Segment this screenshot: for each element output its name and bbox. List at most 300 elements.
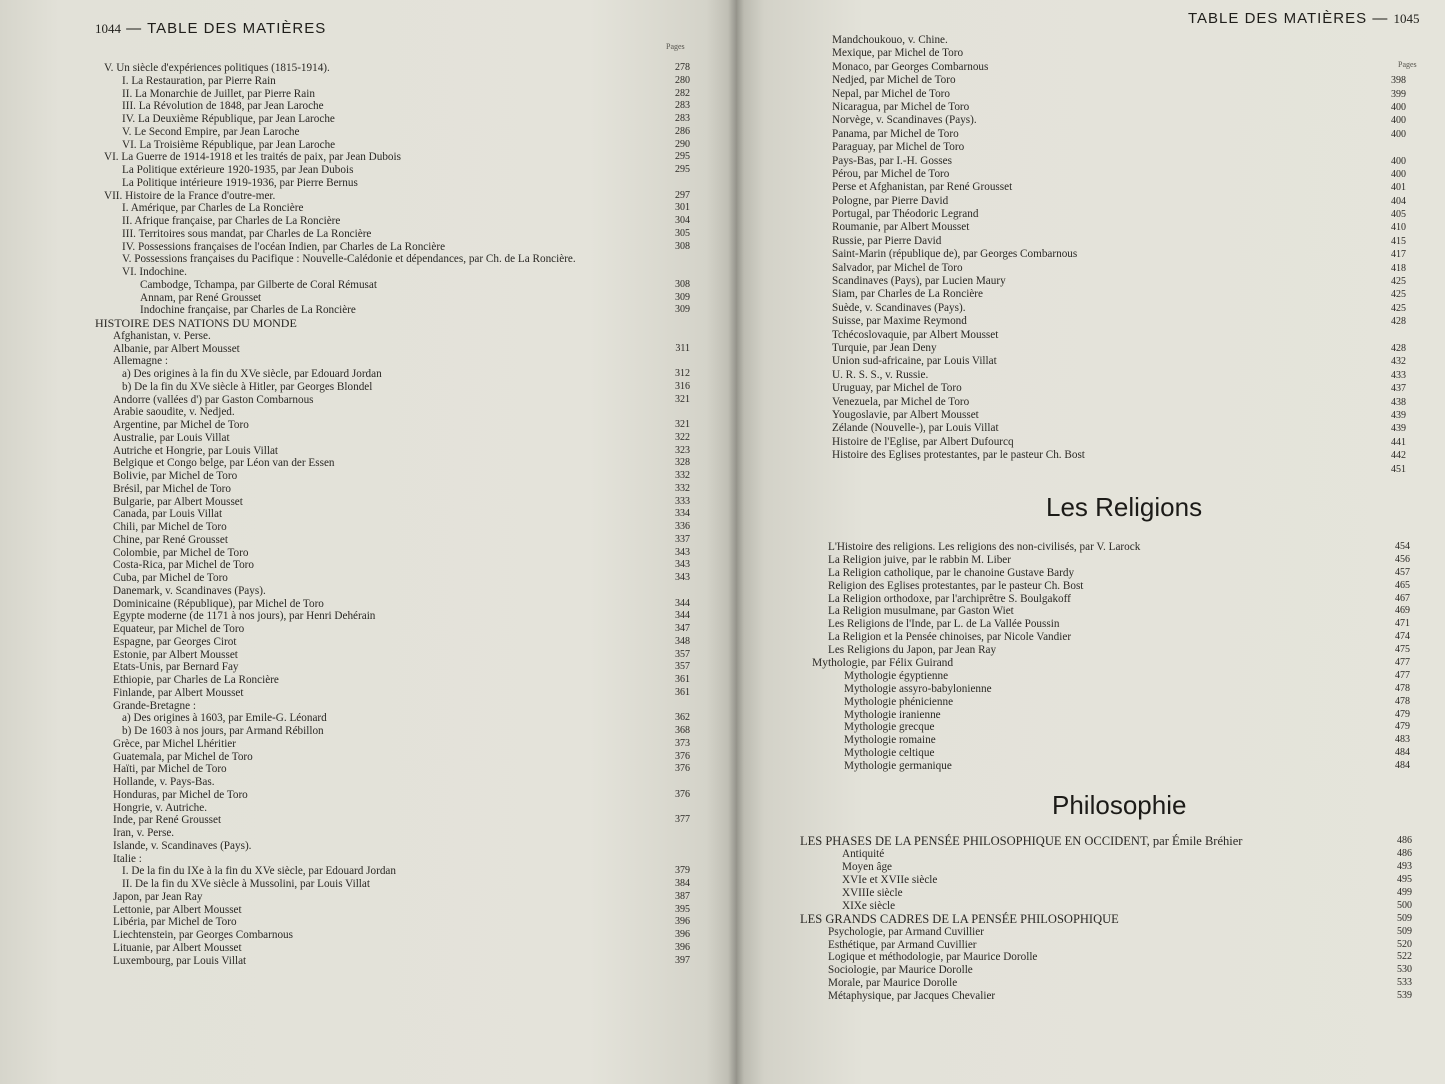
toc-entry (736, 913, 1445, 926)
toc-entry-title: XVIIIe siècle (842, 886, 903, 899)
toc-entry-page: 522 (1397, 951, 1412, 963)
toc-entry-title: Zélande (Nouvelle-), par Louis Villat (832, 422, 999, 435)
toc-entry-page: 357 (675, 648, 690, 660)
toc-entry-page: 417 (1391, 249, 1406, 261)
toc-entry-title: Australie, par Louis Villat (113, 431, 230, 444)
toc-entry-title: LES PHASES DE LA PENSÉE PHILOSOPHIQUE EN OCCIDENT, par Émile Bréhier (800, 834, 1243, 848)
toc-entry (0, 827, 736, 840)
toc-entry-page: 397 (675, 954, 690, 966)
right-pages-label: Pages (1398, 60, 1417, 69)
toc-entry-title: Costa-Rica, par Michel de Toro (113, 559, 254, 572)
toc-entry-page: 295 (675, 151, 690, 163)
toc-entry (736, 554, 1445, 567)
toc-entry-title: Métaphysique, par Jacques Chevalier (828, 990, 996, 1003)
toc-entry-title: Hongrie, v. Autriche. (113, 801, 208, 814)
toc-entry-title: Nicaragua, par Michel de Toro (832, 100, 970, 113)
toc-entry (0, 317, 736, 330)
toc-entry-page: 290 (675, 138, 690, 150)
toc-entry (0, 547, 736, 560)
toc-entry-title: Norvège, v. Scandinaves (Pays). (832, 114, 977, 127)
toc-entry-title: Suède, v. Scandinaves (Pays). (832, 301, 966, 314)
toc-entry-page: 428 (1391, 342, 1406, 354)
toc-entry-title: Arabie saoudite, v. Nedjed. (113, 406, 235, 419)
toc-entry-title: Histoire des Eglises protestantes, par le pasteur Ch. Bost (832, 449, 1085, 462)
toc-entry-page: 479 (1395, 721, 1410, 733)
right-page-number: 1045 (1393, 11, 1420, 26)
toc-entry-title: La Religion et la Pensée chinoises, par Nicole Vandier (828, 631, 1072, 644)
toc-entry (736, 463, 1445, 476)
toc-entry (736, 939, 1445, 952)
toc-entry (736, 315, 1445, 328)
toc-entry-page: 282 (675, 87, 690, 99)
toc-entry-title: Allemagne : (113, 355, 168, 368)
toc-entry-page: 311 (675, 342, 690, 354)
toc-entry-title: Iran, v. Perse. (113, 827, 175, 839)
toc-entry-page: 441 (1391, 436, 1406, 448)
toc-entry (0, 279, 736, 292)
toc-entry (0, 840, 736, 853)
toc-entry-title: Annam, par René Grousset (140, 291, 262, 304)
toc-entry (736, 926, 1445, 939)
toc-entry-title: La Religion musulmane, par Gaston Wiet (828, 605, 1014, 618)
toc-entry (736, 580, 1445, 593)
toc-entry-title: Mythologie grecque (844, 721, 935, 734)
toc-entry (736, 721, 1445, 734)
toc-entry-title: XVIe et XVIIe siècle (842, 873, 938, 886)
toc-entry (736, 593, 1445, 606)
toc-entry (736, 734, 1445, 747)
toc-entry-title: Lettonie, par Albert Mousset (113, 903, 242, 916)
toc-entry (736, 977, 1445, 990)
toc-entry-title: Panama, par Michel de Toro (832, 127, 959, 140)
toc-entry (0, 100, 736, 113)
right-header-title: TABLE DES MATIÈRES (1188, 10, 1368, 27)
right-page (736, 0, 1445, 1084)
toc-entry-page: 387 (675, 890, 690, 902)
toc-entry (736, 696, 1445, 709)
toc-entry (0, 878, 736, 891)
toc-entry-title: Lituanie, par Albert Mousset (113, 941, 242, 954)
toc-entry-title: Roumanie, par Albert Mousset (832, 221, 970, 234)
toc-entry (0, 712, 736, 725)
toc-entry (0, 687, 736, 700)
toc-entry-title: Ethiopie, par Charles de La Roncière (113, 674, 279, 686)
toc-entry-page: 333 (675, 495, 690, 507)
toc-entry-title: Mexique, par Michel de Toro (832, 47, 964, 60)
toc-entry (0, 113, 736, 126)
left-toc (0, 62, 736, 967)
toc-entry-title: V. Le Second Empire, par Jean Laroche (122, 125, 300, 138)
toc-entry-page: 308 (675, 278, 690, 290)
toc-entry (736, 262, 1445, 275)
toc-entry (736, 275, 1445, 288)
toc-entry-page: 425 (1391, 276, 1406, 288)
toc-entry (736, 355, 1445, 368)
toc-entry-page: 395 (675, 903, 690, 915)
toc-entry-title: I. La Restauration, par Pierre Rain (122, 74, 276, 87)
toc-entry-page: 500 (1397, 899, 1412, 911)
toc-entry-page: 344 (675, 610, 690, 622)
toc-entry-title: Hollande, v. Pays-Bas. (113, 776, 215, 788)
toc-entry (0, 355, 736, 368)
toc-entry-title: La Religion catholique, par le chanoine Gustave Bardy (828, 566, 1075, 579)
toc-entry (0, 75, 736, 88)
toc-entry (736, 288, 1445, 301)
left-page-number: 1044 (95, 21, 121, 36)
toc-entry-title: Turquie, par Jean Deny (832, 341, 937, 354)
toc-entry-title: Afghanistan, v. Perse. (113, 329, 211, 342)
toc-entry-title: Mandchoukouo, v. Chine. (832, 34, 948, 46)
toc-entry (0, 457, 736, 470)
toc-entry-page: 400 (1391, 128, 1406, 140)
toc-entry-page: 343 (675, 572, 690, 583)
toc-entry-page: 478 (1395, 695, 1410, 707)
toc-entry-page: 297 (675, 189, 690, 201)
toc-entry-page: 469 (1395, 605, 1410, 617)
toc-entry-title: Cambodge, Tchampa, par Gilberte de Coral Rémusat (140, 278, 377, 291)
toc-entry-page: 475 (1395, 644, 1410, 656)
toc-entry (736, 835, 1445, 848)
toc-entry (736, 760, 1445, 773)
toc-entry (0, 623, 736, 636)
toc-entry-title: Moyen âge (842, 860, 893, 873)
toc-entry (0, 62, 736, 75)
toc-entry-title: Pérou, par Michel de Toro (832, 167, 950, 180)
toc-entry-title: Danemark, v. Scandinaves (Pays). (113, 584, 266, 597)
toc-entry (736, 861, 1445, 874)
toc-entry-title: VI. Indochine. (122, 266, 187, 278)
toc-entry-page: 400 (1391, 155, 1406, 167)
toc-entry-page: 425 (1391, 289, 1406, 301)
toc-entry-page: 456 (1395, 553, 1410, 565)
toc-entry (736, 449, 1445, 462)
toc-entry-page: 398 (1391, 75, 1406, 87)
toc-entry (736, 900, 1445, 913)
toc-entry-page: 509 (1397, 925, 1412, 937)
toc-entry-title: Bulgarie, par Albert Mousset (113, 495, 243, 508)
toc-entry (0, 674, 736, 687)
toc-entry (0, 649, 736, 662)
toc-entry (0, 865, 736, 878)
toc-entry-title: La Politique extérieure 1920-1935, par Jean Dubois (122, 164, 354, 176)
toc-entry-page: 343 (675, 559, 690, 571)
toc-entry-page: 410 (1391, 222, 1406, 234)
toc-entry (0, 929, 736, 942)
toc-entry-page: 437 (1391, 383, 1406, 395)
toc-entry (0, 126, 736, 139)
toc-entry-page: 344 (675, 597, 690, 609)
toc-entry (0, 215, 736, 228)
toc-entry (0, 559, 736, 572)
toc-entry-title: Salvador, par Michel de Toro (832, 261, 963, 274)
toc-entry (0, 521, 736, 534)
toc-entry-title: Russie, par Pierre David (832, 234, 942, 247)
toc-entry (0, 88, 736, 101)
toc-entry-title: Egypte moderne (de 1171 à nos jours), par Henri Dehérain (113, 610, 376, 623)
toc-entry (736, 74, 1445, 87)
toc-entry (736, 155, 1445, 168)
toc-entry (0, 942, 736, 955)
toc-entry-title: XIXe siècle (842, 899, 896, 912)
toc-entry-page: 428 (1391, 316, 1406, 328)
toc-entry (736, 369, 1445, 382)
toc-entry-title: Brésil, par Michel de Toro (113, 482, 232, 495)
toc-entry (0, 292, 736, 305)
toc-entry-page: 280 (675, 74, 690, 86)
philosophie-toc (736, 835, 1445, 1003)
toc-entry (0, 763, 736, 776)
toc-entry (736, 248, 1445, 261)
toc-entry-page: 376 (675, 763, 690, 775)
toc-entry-title: Honduras, par Michel de Toro (113, 788, 248, 801)
toc-entry-title: Estonie, par Albert Mousset (113, 648, 238, 661)
toc-entry-title: Antiquité (842, 847, 885, 860)
toc-entry (736, 128, 1445, 141)
toc-entry (0, 598, 736, 611)
toc-entry (0, 164, 736, 177)
toc-entry-page: 486 (1397, 835, 1412, 846)
toc-entry (0, 432, 736, 445)
toc-entry (0, 266, 736, 279)
toc-entry-page: 384 (675, 878, 690, 889)
toc-entry (736, 848, 1445, 861)
toc-entry-page: 304 (675, 215, 690, 226)
toc-entry (0, 202, 736, 215)
toc-entry (736, 382, 1445, 395)
toc-entry-page: 396 (675, 929, 690, 940)
toc-entry (0, 381, 736, 394)
toc-entry-page: 332 (675, 470, 690, 481)
toc-entry-title: Saint-Marin (république de), par Georges Combarnous (832, 248, 1078, 261)
toc-entry-page: 373 (675, 737, 690, 749)
toc-entry-title: Grande-Bretagne : (113, 699, 196, 712)
toc-entry (736, 951, 1445, 964)
toc-entry (0, 253, 736, 266)
toc-entry-title: Dominicaine (République), par Michel de Toro (113, 597, 324, 610)
toc-entry (0, 406, 736, 419)
toc-entry (0, 470, 736, 483)
toc-entry-title: Mythologie phénicienne (844, 695, 954, 708)
toc-entry-page: 405 (1391, 209, 1406, 221)
toc-entry-title: IV. Possessions françaises de l'océan Indien, par Charles de La Roncière (122, 240, 446, 253)
toc-entry-title: Cuba, par Michel de Toro (113, 572, 228, 584)
toc-entry-page: 399 (1391, 88, 1406, 100)
toc-entry (0, 445, 736, 458)
toc-entry-title: Canada, par Louis Villat (113, 508, 223, 521)
toc-entry-title: Bolivie, par Michel de Toro (113, 470, 238, 482)
toc-entry-page: 484 (1395, 747, 1410, 759)
toc-entry-page: 530 (1397, 964, 1412, 976)
left-page-header: 1044 — TABLE DES MATIÈRES (95, 20, 327, 37)
toc-entry-title: Nedjed, par Michel de Toro (832, 74, 956, 87)
toc-entry-title: La Religion orthodoxe, par l'archiprêtre S. Boulgakoff (828, 592, 1071, 605)
toc-entry-title: Sociologie, par Maurice Dorolle (828, 964, 973, 977)
toc-entry-title: I. De la fin du IXe à la fin du XVe siècle, par Edouard Jordan (122, 865, 396, 878)
toc-entry-title: Islande, v. Scandinaves (Pays). (113, 839, 252, 852)
toc-entry (0, 700, 736, 713)
toc-entry-page: 309 (675, 291, 690, 303)
toc-entry-title: Monaco, par Georges Combarnous (832, 60, 989, 73)
toc-entry-title: Colombie, par Michel de Toro (113, 546, 249, 559)
toc-entry-page: 520 (1397, 938, 1412, 950)
toc-entry (0, 751, 736, 764)
toc-entry-title: Grèce, par Michel Lhéritier (113, 737, 236, 750)
toc-entry (0, 636, 736, 649)
toc-entry-title: Les Religions du Japon, par Jean Ray (828, 644, 997, 657)
toc-entry-title: Union sud-africaine, par Louis Villat (832, 355, 997, 368)
toc-entry (0, 661, 736, 674)
toc-entry-page: 418 (1391, 262, 1406, 274)
toc-entry (736, 631, 1445, 644)
toc-entry-page: 376 (675, 750, 690, 762)
toc-entry (0, 904, 736, 917)
toc-entry-title: VI. La Guerre de 1914-1918 et les traités de paix, par Jean Dubois (104, 151, 401, 164)
toc-entry-page: 499 (1397, 886, 1412, 898)
toc-entry-page: 295 (675, 164, 690, 175)
philosophie-title: Philosophie (1052, 790, 1187, 820)
toc-entry-title: Mythologie assyro-babylonienne (844, 682, 992, 695)
toc-entry-title: Chine, par René Grousset (113, 533, 228, 546)
toc-entry-title: Siam, par Charles de La Roncière (832, 288, 983, 301)
toc-entry-title: Mythologie égyptienne (844, 669, 949, 682)
religions-toc (736, 541, 1445, 773)
toc-entry-title: Nepal, par Michel de Toro (832, 87, 950, 100)
toc-entry-title: Esthétique, par Armand Cuvillier (828, 938, 977, 951)
toc-entry-title: Logique et méthodologie, par Maurice Dorolle (828, 951, 1038, 964)
toc-entry-title: a) Des origines à 1603, par Emile-G. Léonard (122, 712, 327, 725)
toc-entry-title: Perse et Afghanistan, par René Grousset (832, 181, 1013, 194)
toc-entry (736, 181, 1445, 194)
toc-entry-title: III. Territoires sous mandat, par Charles de La Roncière (122, 227, 372, 240)
toc-entry-page: 379 (675, 865, 690, 877)
toc-entry-page: 348 (675, 635, 690, 647)
toc-entry-title: Equateur, par Michel de Toro (113, 623, 245, 635)
toc-entry-title: Morale, par Maurice Dorolle (828, 977, 958, 990)
toc-entry (0, 496, 736, 509)
toc-entry (736, 141, 1445, 154)
toc-entry-title: Haïti, par Michel de Toro (113, 763, 227, 776)
toc-entry (736, 683, 1445, 696)
toc-entry-title: Suisse, par Maxime Reymond (832, 315, 967, 328)
toc-entry-title: HISTOIRE DES NATIONS DU MONDE (95, 316, 297, 330)
toc-entry-title: Paraguay, par Michel de Toro (832, 141, 965, 154)
toc-entry-title: Mythologie iranienne (844, 708, 941, 721)
toc-entry-title: Liechtenstein, par Georges Combarnous (113, 929, 293, 941)
toc-entry-page: 471 (1395, 618, 1410, 630)
toc-entry (0, 483, 736, 496)
toc-entry (0, 139, 736, 152)
toc-entry-page: 400 (1391, 168, 1406, 180)
toc-entry-page: 467 (1395, 592, 1410, 604)
toc-entry (736, 644, 1445, 657)
toc-entry-title: Japon, par Jean Ray (113, 890, 203, 903)
toc-entry-page: 283 (675, 113, 690, 124)
toc-entry-page: 396 (675, 941, 690, 953)
toc-entry-page: 305 (675, 227, 690, 239)
toc-entry-title: Mythologie, par Félix Guirand (812, 657, 954, 670)
toc-entry (736, 34, 1445, 47)
religions-title: Les Religions (1046, 492, 1203, 522)
toc-entry-page: 401 (1391, 182, 1406, 194)
toc-entry-title: Inde, par René Grousset (113, 814, 222, 827)
toc-entry (736, 605, 1445, 618)
toc-entry-title: Religion des Eglises protestantes, par le pasteur Ch. Bost (828, 579, 1084, 592)
toc-entry-title: Libéria, par Michel de Toro (113, 916, 237, 929)
toc-entry (736, 409, 1445, 422)
toc-entry (0, 419, 736, 432)
toc-entry (736, 302, 1445, 315)
toc-entry-page: 433 (1391, 369, 1406, 381)
toc-entry (736, 235, 1445, 248)
toc-entry-page: 361 (675, 674, 690, 685)
toc-entry-title: Mythologie celtique (844, 747, 935, 760)
toc-entry (736, 670, 1445, 683)
toc-entry (736, 88, 1445, 101)
toc-entry-title: Scandinaves (Pays), par Lucien Maury (832, 275, 1006, 288)
toc-entry (0, 177, 736, 190)
toc-entry-title: V. Un siècle d'expériences politiques (1815-1914). (104, 62, 330, 74)
toc-entry-title: II. De la fin du XVe siècle à Mussolini, par Louis Villat (122, 878, 370, 890)
toc-entry (0, 151, 736, 164)
toc-entry (736, 396, 1445, 409)
toc-entry-page: 477 (1395, 669, 1410, 681)
toc-entry-page: 432 (1391, 356, 1406, 368)
toc-entry-title: III. La Révolution de 1848, par Jean Laroche (122, 100, 324, 113)
toc-entry-page: 454 (1395, 541, 1410, 552)
toc-entry-title: b) De la fin du XVe siècle à Hitler, par Georges Blondel (122, 380, 373, 393)
toc-entry-page: 312 (675, 368, 690, 379)
left-pages-label: Pages (666, 42, 685, 51)
toc-entry (0, 343, 736, 356)
toc-entry-page: 361 (675, 686, 690, 698)
toc-entry-title: b) De 1603 à nos jours, par Armand Rébillon (122, 725, 324, 737)
toc-entry-title: Tchécoslovaquie, par Albert Mousset (832, 328, 999, 341)
toc-entry (0, 585, 736, 598)
toc-entry (0, 789, 736, 802)
toc-entry-page: 301 (675, 202, 690, 214)
toc-entry-page: 451 (1391, 463, 1406, 475)
toc-entry (0, 814, 736, 827)
toc-entry-page: 357 (675, 661, 690, 673)
toc-entry-title: Pologne, par Pierre David (832, 194, 949, 207)
toc-entry-page: 478 (1395, 682, 1410, 694)
toc-entry (0, 330, 736, 343)
toc-entry-page: 479 (1395, 708, 1410, 720)
toc-entry-page: 322 (675, 431, 690, 443)
toc-entry-title: Venezuela, par Michel de Toro (832, 395, 970, 408)
toc-entry-title: La Religion juive, par le rabbin M. Liber (828, 553, 1011, 566)
toc-entry (0, 190, 736, 203)
toc-entry (0, 916, 736, 929)
toc-entry-page: 415 (1391, 235, 1406, 247)
toc-entry (0, 368, 736, 381)
toc-entry (0, 853, 736, 866)
toc-entry (736, 114, 1445, 127)
toc-entry-page: 400 (1391, 115, 1406, 127)
toc-entry-title: Portugal, par Théodoric Legrand (832, 208, 979, 221)
toc-entry (736, 541, 1445, 554)
toc-entry-title: Finlande, par Albert Mousset (113, 686, 244, 699)
toc-entry-page: 347 (675, 623, 690, 634)
toc-entry-title: Pays-Bas, par I.-H. Gosses (832, 154, 952, 167)
toc-entry (736, 567, 1445, 580)
toc-entry-title: Mythologie romaine (844, 734, 936, 747)
toc-entry-page: 309 (675, 304, 690, 316)
toc-entry-page: 484 (1395, 760, 1410, 772)
toc-entry-page: 362 (675, 712, 690, 724)
toc-entry-page: 474 (1395, 631, 1410, 643)
toc-entry (736, 195, 1445, 208)
